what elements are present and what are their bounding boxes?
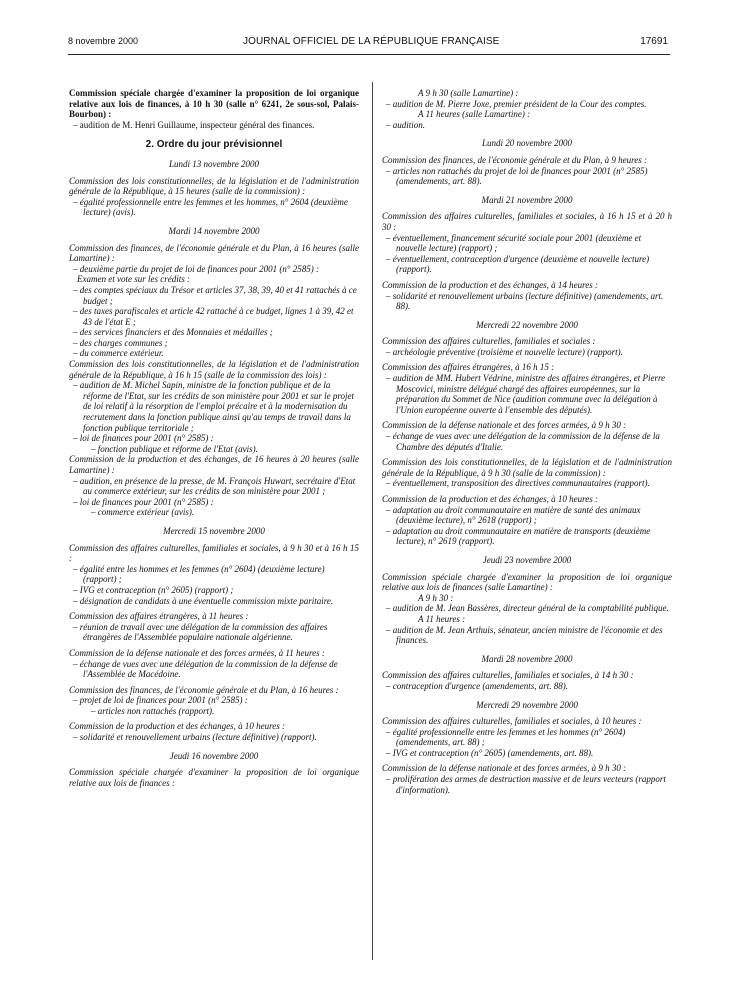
agenda-item: – éventuellement, contraception d'urgence (deuxième et nouvelle lecture) (rapport). [386, 253, 650, 275]
section-title: 2. Ordre du jour prévisionnel [145, 139, 283, 151]
commission-entry: Commission de la défense nationale et des forces armées, à 9 h 30 : [382, 763, 627, 774]
agenda-item: – du commerce extérieur. [73, 348, 164, 359]
agenda-item: – adaptation au droit communautaire en matière de transports (deuxième lecture), n° 2619 (rapport). [386, 525, 651, 547]
commission-entry: Commission des finances, de l'économie générale et du Plan, à 9 heures : [382, 154, 648, 165]
commission-entry: Commission spéciale chargée d'examiner la proposition de loi organique relative aux lois de finances : [69, 767, 359, 788]
agenda-item: – des charges communes ; [73, 337, 168, 348]
agenda-item: – IVG et contraception (n° 2605) (rapport) ; [73, 584, 234, 595]
agenda-item: – solidarité et renouvellement urbains (lecture définitive) (rapport). [73, 732, 317, 743]
agenda-item: – solidarité et renouvellement urbains (lecture définitive) (amendements, art. 88). [386, 290, 664, 312]
agenda-item: – audition, en présence de la presse, de M. François Huwart, secrétaire d'Etat au commerce extérieur, sur les crédits de son ministère pour 2001 ; [73, 475, 356, 497]
agenda-item: – des taxes parafiscales et article 42 rattaché à ce budget, lignes 1 à 39, 42 et 43 de l'état E ; [73, 306, 354, 327]
agenda-subitem: – fonction publique et réforme de l'Etat (avis). [91, 443, 258, 454]
day-heading: Lundi 13 novembre 2000 [169, 158, 259, 169]
day-heading: Mercredi 29 novembre 2000 [476, 699, 578, 710]
agenda-item: – éventuellement, financement sécurité sociale pour 2001 (deuxième et nouvelle lecture) (rapport) ; [386, 232, 642, 254]
agenda-item: – IVG et contraception (n° 2605) (amendements, art. 88). [386, 747, 594, 758]
column-divider [372, 82, 373, 960]
agenda-item: – archéologie préventive (troisième et nouvelle lecture) (rapport). [386, 346, 623, 357]
header-title: JOURNAL OFFICIEL DE LA RÉPUBLIQUE FRANÇAISE [243, 36, 500, 47]
left-column [69, 88, 359, 788]
agenda-item: – échange de vues avec une délégation de la commission de la défense de l'Assemblée de Macédoine. [73, 658, 338, 680]
agenda-item: – loi de finances pour 2001 (n° 2585) : [73, 496, 214, 507]
day-heading: Mardi 21 novembre 2000 [481, 194, 573, 205]
day-heading: Jeudi 16 novembre 2000 [169, 750, 259, 761]
day-heading: Mardi 14 novembre 2000 [168, 225, 260, 236]
commission-entry: Commission spéciale chargée d'examiner la proposition de loi organique relative aux lois de finances (salle Lamartine) : [382, 571, 672, 593]
agenda-item: – prolifération des armes de destruction massive et de leurs vecteurs (rapport d'information). [386, 774, 666, 795]
time-slot: A 11 heures : [418, 613, 466, 624]
agenda-item: – égalité professionnelle entre les femmes et les hommes (n° 2604) (amendements, art. 88) ; [386, 726, 626, 748]
agenda-item: – égalité professionnelle entre les femmes et les hommes, n° 2604 (deuxième lecture) (avis). [73, 196, 348, 218]
intro-item: – audition de M. Henri Guillaume, inspecteur général des finances. [73, 119, 315, 130]
header-page-number: 17691 [640, 36, 668, 47]
time-slot: A 9 h 30 (salle Lamartine) : [418, 88, 519, 98]
commission-entry: Commission de la production et des échanges, à 10 heures : [382, 494, 599, 504]
agenda-item: – désignation de candidats à une éventuelle commission mixte paritaire. [73, 595, 334, 606]
commission-entry: Commission de la production et des échanges, à 14 heures : [382, 279, 599, 290]
agenda-item: – adaptation au droit communautaire en matière de santé des animaux (deuxième lecture), n° 2618 (rapport) ; [386, 504, 641, 526]
agenda-item: – audition de M. Michel Sapin, ministre de la fonction publique et de la réforme de l'Etat, sur les crédits de son ministère pour 2001 et sur le projet de loi relatif à la résorption de l'emploi précaire et à la modernisation du recrutement dans la fonction publique ainsi qu'au temps de travail dans la fonction publique territoriale ; [73, 380, 354, 433]
day-heading: Lundi 20 novembre 2000 [482, 138, 572, 149]
agenda-subitem: – articles non rattachés (rapport). [91, 705, 215, 716]
time-slot: A 9 h 30 : [418, 592, 454, 603]
commission-entry: Commission des lois constitutionnelles, de la législation et de l'administration générale de la République, à 16 h 15 (salle de la commission des lois) : [69, 359, 359, 380]
commission-entry: Commission de la production et des échanges, à 10 heures : [69, 721, 286, 732]
agenda-item: – contraception d'urgence (amendements, art. 88). [386, 680, 569, 691]
agenda-item: – des services financiers et des Monnaies et médailles ; [73, 327, 273, 338]
time-slot: A 11 heures (salle Lamartine) : [418, 109, 531, 120]
commission-entry: Commission de la défense nationale et des forces armées, à 9 h 30 : [382, 420, 627, 431]
commission-entry: Commission des affaires culturelles, familiales et sociales : [382, 336, 596, 347]
agenda-item: – audition. [386, 119, 426, 130]
agenda-item: – audition de MM. Hubert Védrine, ministre des affaires étrangères, et Pierre Moscovici, ministre délégué chargé des affaires européennes, sur la préparation du Sommet de Nice (audition commune avec la délégation à l'Union européenne ouverte à l'ensemble des députés). [386, 373, 666, 415]
agenda-item: – éventuellement, transposition des directives communautaires (rapport). [386, 478, 650, 489]
agenda-item: – des comptes spéciaux du Trésor et articles 37, 38, 39, 40 et 41 rattachés à ce budget ; [73, 284, 357, 306]
commission-entry: Commission des affaires culturelles, familiales et sociales, à 10 heures : [382, 716, 642, 727]
agenda-subitem: – commerce extérieur (avis). [91, 507, 195, 518]
agenda-item: – audition de M. Jean Bassères, directeur général de la comptabilité publique. [386, 603, 669, 614]
intro-title: Commission spéciale chargée d'examiner la proposition de loi organique relative aux lois de finances, à 10 h 30 (salle n° 6241, 2e sous-sol, Palais-Bourbon) : [69, 88, 359, 120]
right-column [382, 88, 672, 795]
commission-entry: Commission des affaires culturelles, familiales et sociales, à 16 h 15 et à 20 h 30 : [382, 211, 672, 232]
commission-entry: Commission des affaires culturelles, familiales et sociales, à 14 h 30 : [382, 670, 634, 681]
commission-entry: Commission de la défense nationale et des forces armées, à 11 heures : [69, 647, 325, 658]
commission-entry: Commission des affaires étrangères, à 11 heures : [69, 611, 249, 622]
day-heading: Mardi 28 novembre 2000 [481, 653, 573, 664]
header-rule [68, 54, 670, 55]
commission-entry: Commission des finances, de l'économie générale et du Plan, à 16 heures : [69, 684, 339, 695]
agenda-item: – réunion de travail avec une délégation de la commission des affaires étrangères de l'Assemblée populaire nationale algérienne. [73, 621, 328, 643]
day-heading: Mercredi 15 novembre 2000 [163, 525, 265, 536]
agenda-item: – deuxième partie du projet de loi de finances pour 2001 (n° 2585) : [73, 263, 319, 274]
agenda-item: – échange de vues avec une délégation de la commission de la défense de la Chambre des députés d'Italie. [386, 431, 660, 452]
commission-entry: Commission des lois constitutionnelles, de la législation et de l'administration générale de la République, à 9 h 30 (salle de la commission) : [382, 457, 672, 478]
agenda-item: – articles non rattachés du projet de loi de finances pour 2001 (n° 2585) (amendements, art. 88). [386, 165, 648, 187]
commission-entry: Commission des lois constitutionnelles, de la législation et de l'administration générale de la République, à 15 heures (salle de la commission) : [69, 175, 359, 197]
agenda-subheading: Examen et vote sur les crédits : [77, 274, 190, 285]
agenda-item: – audition de M. Pierre Joxe, premier président de la Cour des comptes. [386, 98, 647, 109]
agenda-item: – audition de M. Jean Arthuis, sénateur, ancien ministre de l'économie et des finances. [386, 624, 663, 646]
header-date: 8 novembre 2000 [68, 36, 139, 46]
commission-entry: Commission de la production et des échanges, de 16 heures à 20 heures (salle Lamartine) : [69, 454, 359, 475]
commission-entry: Commission des affaires étrangères, à 16 h 15 : [382, 362, 555, 373]
commission-entry: Commission des affaires culturelles, familiales et sociales, à 9 h 30 et à 16 h 15 : [69, 542, 359, 564]
agenda-item: – loi de finances pour 2001 (n° 2585) : [73, 433, 214, 444]
agenda-item: – égalité entre les hommes et les femmes (n° 2604) (deuxième lecture) (rapport) ; [73, 563, 325, 585]
day-heading: Mercredi 22 novembre 2000 [476, 319, 578, 330]
commission-entry: Commission des finances, de l'économie générale et du Plan, à 16 heures (salle Lamartine) : [69, 242, 359, 264]
agenda-item: – projet de loi de finances pour 2001 (n° 2585) : [73, 695, 248, 706]
day-heading: Jeudi 23 novembre 2000 [482, 554, 572, 565]
page-header [68, 36, 668, 50]
